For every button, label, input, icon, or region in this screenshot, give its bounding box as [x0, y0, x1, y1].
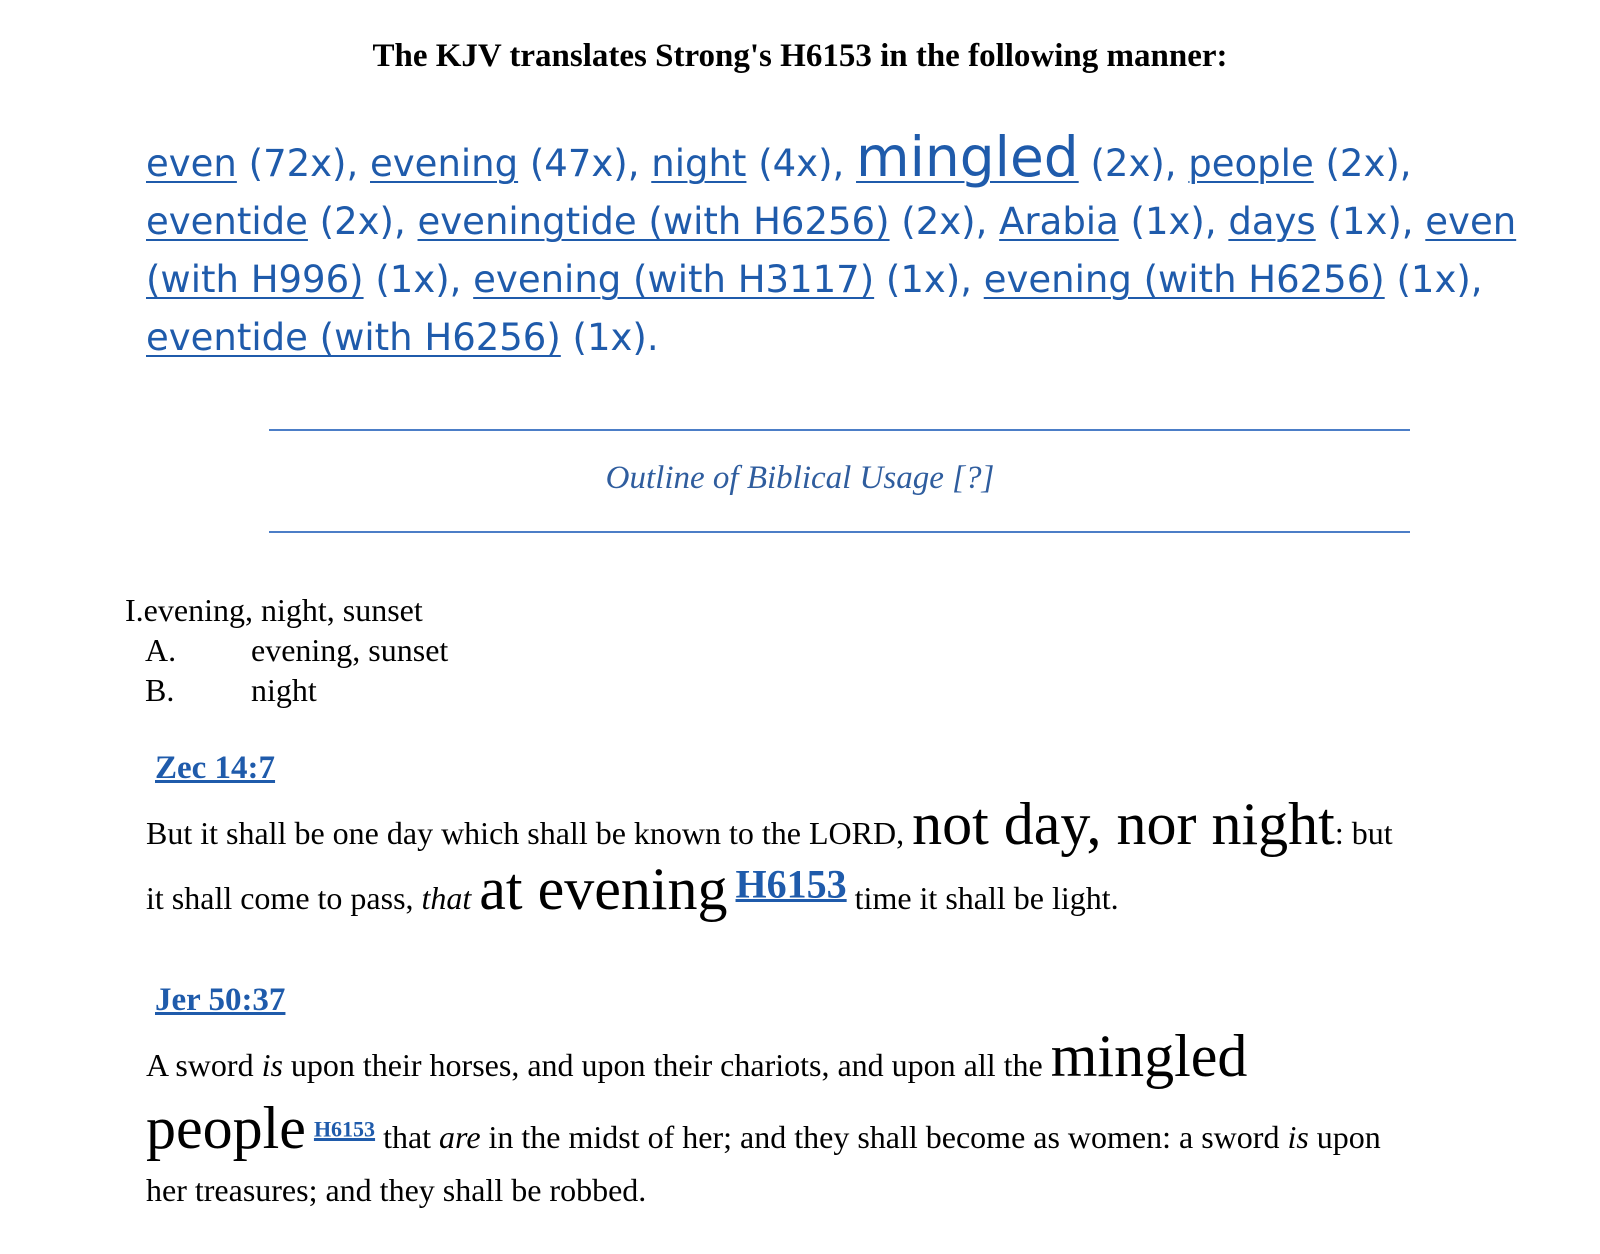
- verse-line: [146, 790, 1393, 859]
- verse-text-segment: in the midst of her; and they shall become as women: a sword: [480, 1119, 1288, 1155]
- verse-text-segment: time it shall be light.: [846, 880, 1119, 916]
- kjv-word-link[interactable]: eveningtide (with H6256): [417, 200, 890, 243]
- verse-highlight: not day, nor night: [912, 791, 1335, 857]
- strongs-number-link[interactable]: H6153: [313, 1116, 376, 1142]
- verse-italic: that: [421, 880, 472, 916]
- verse-text-segment: her treasures; and they shall be robbed.: [146, 1172, 647, 1208]
- verse-text-segment: it shall come to pass,: [146, 880, 422, 916]
- outline-sub-mark: B.: [145, 672, 175, 708]
- outline-title[interactable]: Outline of Biblical Usage [?]: [605, 460, 995, 496]
- verse-line: [146, 1172, 646, 1209]
- outline-of-usage: [125, 590, 448, 710]
- verse-line: [146, 855, 1119, 924]
- kjv-word-link[interactable]: even (with H996): [146, 200, 1517, 301]
- kjv-word-link[interactable]: night: [651, 142, 747, 185]
- verse-highlight: mingled: [1050, 1023, 1248, 1089]
- verse-text-segment: upon their horses, and upon their chariots, and upon all the: [282, 1047, 1051, 1083]
- verse-text: [146, 1022, 1576, 1222]
- kjv-translation-list: [146, 125, 1546, 367]
- divider-bottom: [269, 531, 1410, 533]
- verse-text-segment: But it shall be one day which shall be known to the LORD,: [146, 815, 913, 851]
- verse-reference-link[interactable]: Jer 50:37: [155, 982, 286, 1018]
- kjv-word-link[interactable]: eventide: [146, 200, 308, 243]
- outline-sub-text: evening, sunset: [251, 632, 449, 668]
- verse-highlight: people: [146, 1095, 306, 1161]
- kjv-word-link[interactable]: people: [1188, 142, 1314, 185]
- kjv-word-count: (1x).: [560, 316, 659, 359]
- kjv-word-count: (1x),: [1315, 200, 1426, 243]
- verse-text-segment: : but: [1334, 815, 1393, 851]
- verse-italic: is: [1287, 1119, 1309, 1155]
- verse-line: [146, 1022, 1247, 1091]
- verse-text-segment: A sword: [146, 1047, 262, 1083]
- outline-main-item: I.evening, night, sunset: [125, 592, 423, 628]
- verse-text: [146, 790, 1576, 940]
- kjv-word-count: (1x),: [1118, 200, 1229, 243]
- kjv-word-count: (1x),: [1384, 258, 1483, 301]
- outline-sub-text: night: [251, 672, 317, 708]
- verse-reference-link[interactable]: Zec 14:7: [155, 750, 276, 786]
- kjv-word-count: (47x),: [518, 142, 652, 185]
- divider-top: [269, 429, 1410, 431]
- kjv-word-count: (2x),: [1313, 142, 1412, 185]
- verse-highlight: at evening: [479, 856, 728, 922]
- kjv-word-count: (2x),: [889, 200, 1000, 243]
- kjv-word-link[interactable]: evening (with H3117): [473, 258, 875, 301]
- kjv-word-count: (1x),: [874, 258, 984, 301]
- kjv-word-link[interactable]: days: [1228, 200, 1316, 243]
- page-heading: The KJV translates Strong's H6153 in the following manner:: [372, 38, 1228, 74]
- kjv-word-link[interactable]: Arabia: [999, 200, 1119, 243]
- verse-text-segment: upon: [1308, 1119, 1381, 1155]
- verse-line: [146, 1094, 1381, 1163]
- kjv-word-link[interactable]: eventide (with H6256): [146, 316, 561, 359]
- verse-text-segment: that: [375, 1119, 440, 1155]
- kjv-word-link[interactable]: evening (with H6256): [983, 258, 1385, 301]
- kjv-word-link[interactable]: even: [146, 142, 237, 185]
- verse-italic: are: [439, 1119, 481, 1155]
- kjv-word-count: (72x),: [236, 142, 371, 185]
- kjv-word-link[interactable]: mingled: [856, 125, 1079, 189]
- kjv-word-link[interactable]: evening: [370, 142, 519, 185]
- verse-italic: is: [261, 1047, 283, 1083]
- kjv-word-count: (2x),: [1078, 142, 1189, 185]
- outline-sub-item: [125, 630, 448, 670]
- kjv-word-count: (4x),: [746, 142, 857, 185]
- kjv-word-count: (1x),: [363, 258, 474, 301]
- outline-sub-mark: A.: [145, 632, 177, 668]
- kjv-word-count: (2x),: [307, 200, 418, 243]
- strongs-number-link[interactable]: H6153: [735, 861, 847, 907]
- outline-sub-item: [125, 670, 448, 710]
